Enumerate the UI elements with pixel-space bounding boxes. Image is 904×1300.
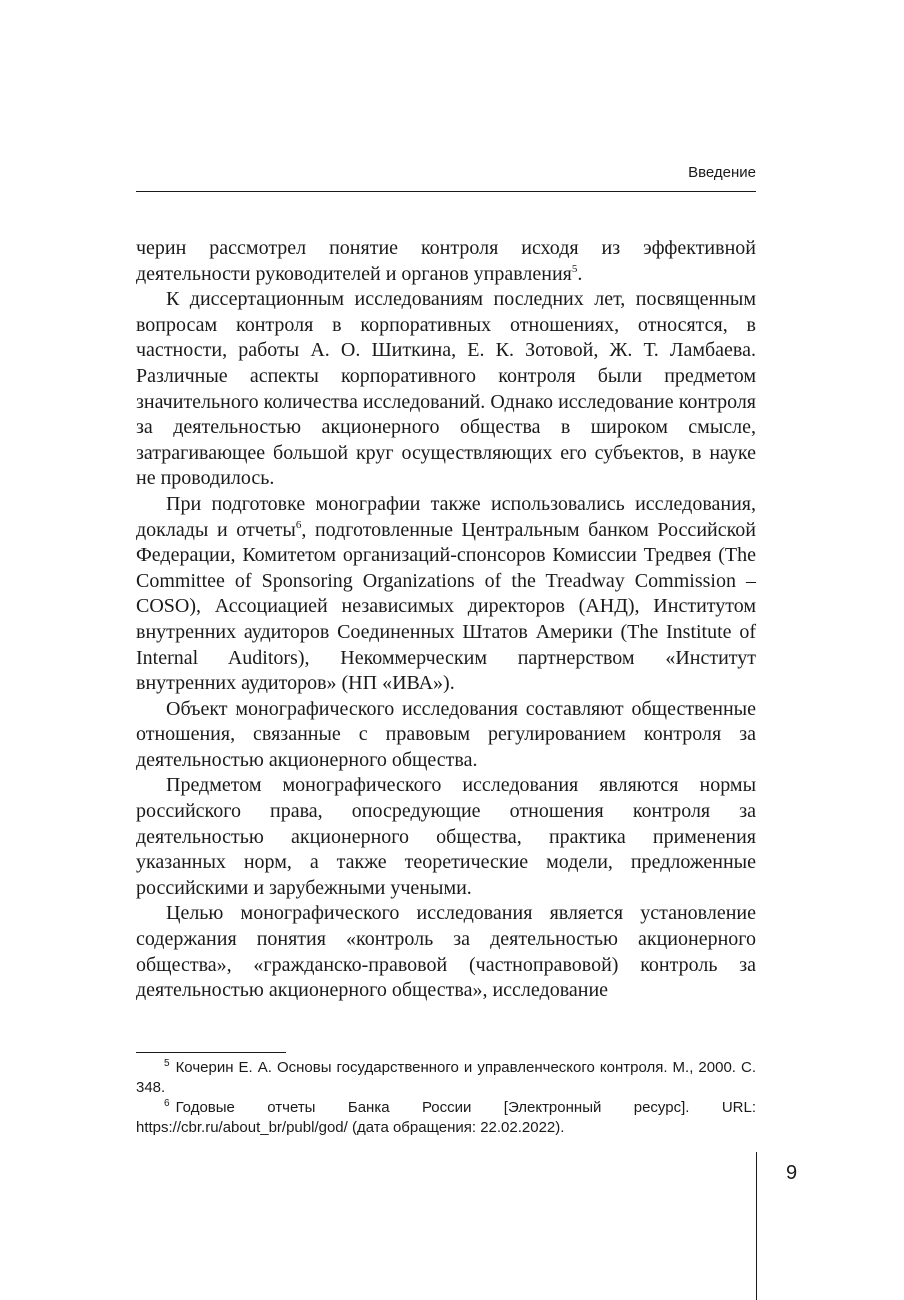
page-number: 9 (786, 1162, 798, 1184)
page-number-divider (756, 1152, 757, 1300)
running-title: Введение (688, 164, 756, 181)
paragraph-text: Целью монографического исследования является установление содержания понятия «контроль за деятельностью акционерного общества», «гражданско-правовой (частноправовой) контроль за деятельностью акционерного общества», исследование (136, 902, 756, 1002)
footnotes (136, 1058, 756, 1138)
footnote-text: Кочерин Е. А. Основы государственного и управленческого контроля. М., 2000. С. 348. (136, 1059, 756, 1096)
paragraph (136, 901, 756, 1003)
paragraph-text: К диссертационным исследованиям последних лет, посвященным вопросам контроля в корпоративных отношениях, относятся, в частности, работы А. О. Шиткина, Е. К. Зотовой, Ж. Т. Ламбаева. Различные аспекты корпоративного контроля были предметом значительного количества исследований. Однако исследование контроля за деятельностью акционерного общества в широком смысле, затрагивающее большой круг осуществляющих его субъектов, в науке не проводилось. (136, 288, 756, 490)
paragraph-text: При подготовке монографии также использовались исследования, доклады и отчеты (136, 492, 756, 541)
footnote-text: Годовые отчеты Банка России [Электронный ресурс]. URL: https://cbr.ru/about_br/publ/god/ (дата обращения: 22.02.2022). (136, 1099, 756, 1136)
paragraph-text: Предметом монографического исследования являются нормы российского права, опосредующие отношения контроля за деятельностью акционерного общества, практика применения указанных норм, а также теоретические модели, предложенные российскими и зарубежными учеными. (136, 774, 756, 899)
footnote-number: 5 (164, 1058, 170, 1069)
paragraph (136, 773, 756, 901)
footnote (136, 1058, 756, 1098)
paragraph-text: , подготовленные Центральным банком Российской Федерации, Комитетом организаций-спонсоров Комиссии Тредвея (The Committee of Sponsoring Organizations of the Treadway Commission – COSO), Ассоциацией независимых директоров (АНД), Институтом внутренних аудиторов Соединенных Штатов Америки (The Institute of Internal Auditors), Некоммерческим партнерством «Институт внутренних аудиторов» (НП «ИВА»). (136, 518, 756, 695)
footnote-number: 6 (164, 1098, 170, 1109)
paragraph-tail: . (577, 262, 583, 285)
footnote-divider (136, 1052, 286, 1053)
footnote (136, 1098, 756, 1138)
footnote-ref: 5 (571, 262, 578, 275)
main-text (136, 236, 756, 1004)
paragraph (136, 697, 756, 774)
paragraph (136, 236, 756, 287)
paragraph (136, 287, 756, 492)
footnote-ref: 6 (295, 518, 302, 531)
paragraph (136, 492, 756, 697)
running-header (136, 163, 756, 192)
paragraph-text: черин рассмотрел понятие контроля исходя из эффективной деятельности руководителей и органов управления (136, 237, 756, 285)
paragraph-text: Объект монографического исследования составляют общественные отношения, связанные с правовым регулированием контроля за деятельностью акционерного общества. (136, 697, 756, 771)
